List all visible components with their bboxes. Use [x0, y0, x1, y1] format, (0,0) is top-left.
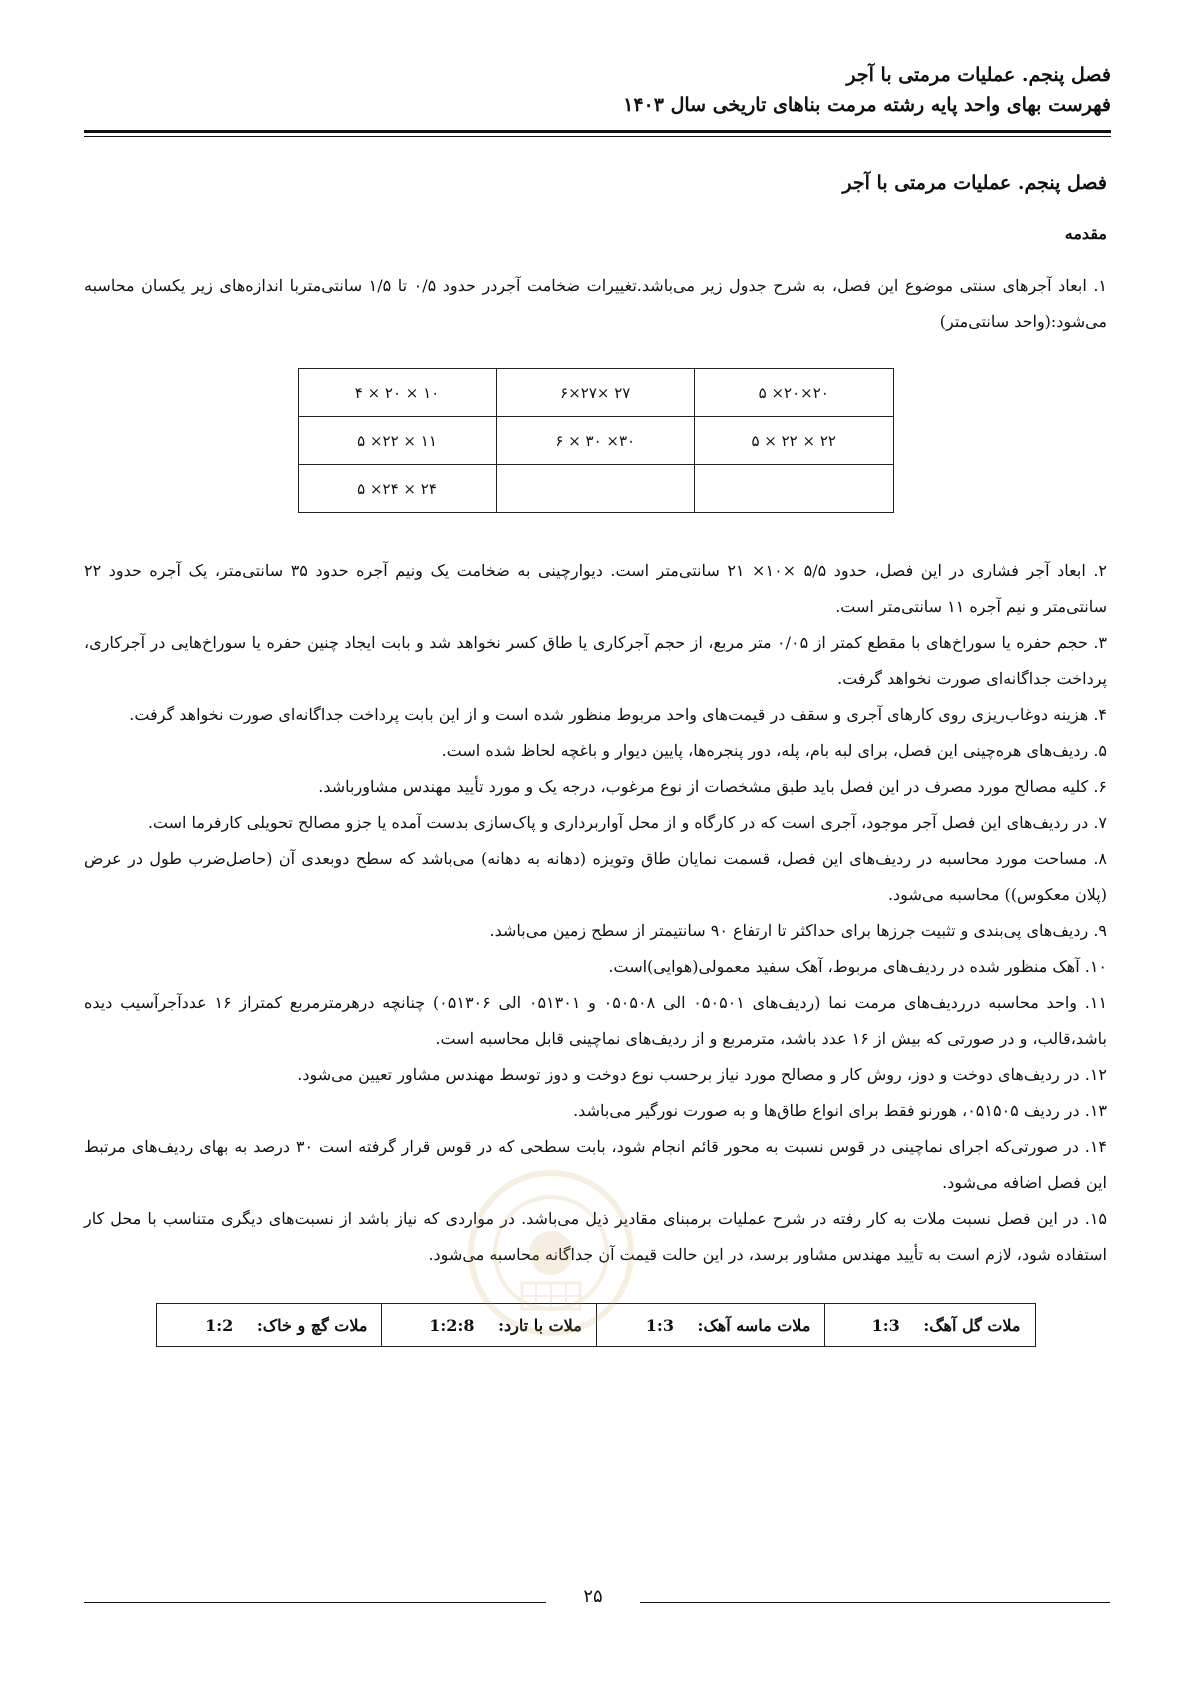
mortar-label: ملات ماسه آهک:	[697, 1315, 811, 1335]
list-item: ۶. کلیه مصالح مورد مصرف در این فصل باید طبق مشخصات از نوع مرغوب، درجه یک و مورد تأیید مهندس مشاورباشد.	[318, 777, 1107, 796]
footer-rule-left	[84, 1602, 546, 1603]
list-item: ۱۰. آهک منظور شده در ردیف‌های مربوط، آهک سفید معمولی(هوایی)است.	[608, 957, 1107, 976]
brick-dimensions-table	[298, 368, 894, 513]
header-rule-thin	[84, 136, 1111, 137]
table-row	[298, 465, 893, 513]
mortar-label: ملات گچ و خاک:	[256, 1315, 368, 1335]
list-item: ۵. ردیف‌های هره‌چینی این فصل، برای لبه بام، پله، دور پنجره‌ها، پایین دیوار و باغچه لحاظ شده است.	[441, 741, 1107, 760]
mortar-ratio: 1:3	[645, 1315, 674, 1335]
section-title: مقدمه	[1064, 224, 1107, 243]
mortar-cell	[825, 1304, 1035, 1347]
table-row	[298, 369, 893, 417]
mortar-label: ملات گل آهگ:	[923, 1315, 1021, 1335]
mortar-ratio: 1:2:8	[429, 1315, 475, 1335]
header-rule-thick	[84, 130, 1111, 133]
list-item: ۱۲. در ردیف‌های دوخت و دوز، روش کار و مصالح مورد نیاز برحسب نوع دوخت و دوز توسط مهندس مشاور تعیین می‌شود.	[297, 1065, 1107, 1084]
list-item: ۱۴. در صورتی‌که اجرای نماچینی در قوس نسبت به محور قائم انجام شود، بابت سطحی که در قوس قرار گرفته است ۳۰ درصد به بهای ردیف‌های مرتبط این فصل اضافه می‌شود.	[84, 1137, 1107, 1192]
mortar-label: ملات با تارد:	[498, 1315, 582, 1335]
mortar-ratio: 1:2	[205, 1315, 234, 1335]
list-item: ۲. ابعاد آجر فشاری در این فصل، حدود ۵/۵ ×۱۰× ۲۱ سانتی‌متر است. دیوارچینی به ضخامت یک ونیم آجره حدود ۳۵ سانتی‌متر، یک آجره حدود ۲۲ سانتی‌متر و نیم آجره ۱۱ سانتی‌متر است.	[84, 561, 1108, 616]
table-cell: ۵ × ۲۲ × ۲۲	[694, 417, 893, 465]
list-item: ۳. حجم حفره یا سوراخ‌های با مقطع کمتر از ۰/۰۵ متر مربع، از حجم آجرکاری یا طاق کسر نخواهد شد و بابت ایجاد چنین حفره یا سوراخ‌هایی در آجرکاری، پرداخت جداگانه‌ای صورت نخواهد گرفت.	[84, 633, 1107, 688]
mortar-cell	[156, 1304, 382, 1347]
table-cell: ۵ ×۲۰×۲۰	[694, 369, 893, 417]
page-header	[84, 60, 1111, 120]
table-row	[298, 417, 893, 465]
table-cell	[496, 465, 694, 513]
list-item: ۹. ردیف‌های پی‌بندی و تثبیت جرزها برای حداکثر تا ارتفاع ۹۰ سانتیمتر از سطح زمین می‌باشد.	[489, 921, 1107, 940]
table-cell: ۵ ×۲۲ × ۱۱	[298, 417, 496, 465]
list-item: ۱۱. واحد محاسبه درردیف‌های مرمت نما (ردیف‌های ۰۵۰۵۰۱ الی ۰۵۰۵۰۸ و ۰۵۱۳۰۱ الی ۰۵۱۳۰۶) چنانچه درهرمترمربع کمتراز ۱۶ عددآجرآسیب دیده باشد،قالب، و در صورتی که بیش از ۱۶ عدد باشد، مترمربع و از ردیف‌های نماچینی قابل محاسبه است.	[84, 993, 1108, 1048]
intro-paragraph: ۱. ابعاد آجرهای سنتی موضوع این فصل، به شرح جدول زیر می‌باشد.تغییرات ضخامت آجردر حدود ۰/۵ تا ۱/۵ سانتی‌متربا اندازه‌های زیر یکسان محاسبه می‌شود:(واحد سانتی‌متر)	[84, 276, 1107, 331]
table-cell: ۵ ×۲۴ × ۲۴	[298, 465, 496, 513]
list-item: ۸. مساحت مورد محاسبه در ردیف‌های این فصل، قسمت نمایان طاق وتویزه (دهانه به دهانه) می‌باشد که سطح دوبعدی آن (حاصل‌ضرب طول در عرض (پلان معکوس)) محاسبه می‌شود.	[84, 849, 1107, 904]
page-number: ۲۵	[583, 1586, 603, 1607]
mortar-ratio: 1:3	[871, 1315, 900, 1335]
table-cell: ۶ × ۳۰ ×۳۰	[496, 417, 694, 465]
chapter-title: فصل پنجم. عملیات مرمتی با آجر	[842, 172, 1107, 194]
table-cell	[694, 465, 893, 513]
header-chapter-line: فصل پنجم. عملیات مرمتی با آجر	[846, 64, 1111, 86]
footer-rule-right	[640, 1602, 1110, 1603]
list-item: ۱۵. در این فصل نسبت ملات به کار رفته در شرح عملیات برمبنای مقادیر ذیل می‌باشد. در مواردی که نیاز باشد از نسبت‌های دیگری متناسب با محل کار استفاده شود، لازم است به تأیید مهندس مشاور برسد، در این حالت قیمت آن جداگانه محاسبه می‌شود.	[84, 1209, 1107, 1264]
table-cell: ۴ × ۲۰ × ۱۰	[298, 369, 496, 417]
watermark-logo-icon	[462, 1158, 640, 1348]
header-catalog-line: فهرست بهای واحد پایه رشته مرمت بناهای تاریخی سال ۱۴۰۳	[623, 94, 1111, 116]
list-item: ۱۳. در ردیف ۰۵۱۵۰۵، هورنو فقط برای انواع طاق‌ها و به صورت نورگیر می‌باشد.	[573, 1101, 1107, 1120]
list-item: ۴. هزینه دوغاب‌ریزی روی کارهای آجری و سقف در قیمت‌های واحد مربوط منظور شده است و از این بابت پرداخت جداگانه‌ای صورت نخواهد گرفت.	[129, 705, 1107, 724]
list-item: ۷. در ردیف‌های این فصل آجر موجود، آجری است که در کارگاه و از محل آواربرداری و پاک‌سازی بدست آمده یا جزو مصالح تحویلی کارفرما است.	[147, 813, 1107, 832]
table-cell: ۶×۲۷× ۲۷	[496, 369, 694, 417]
